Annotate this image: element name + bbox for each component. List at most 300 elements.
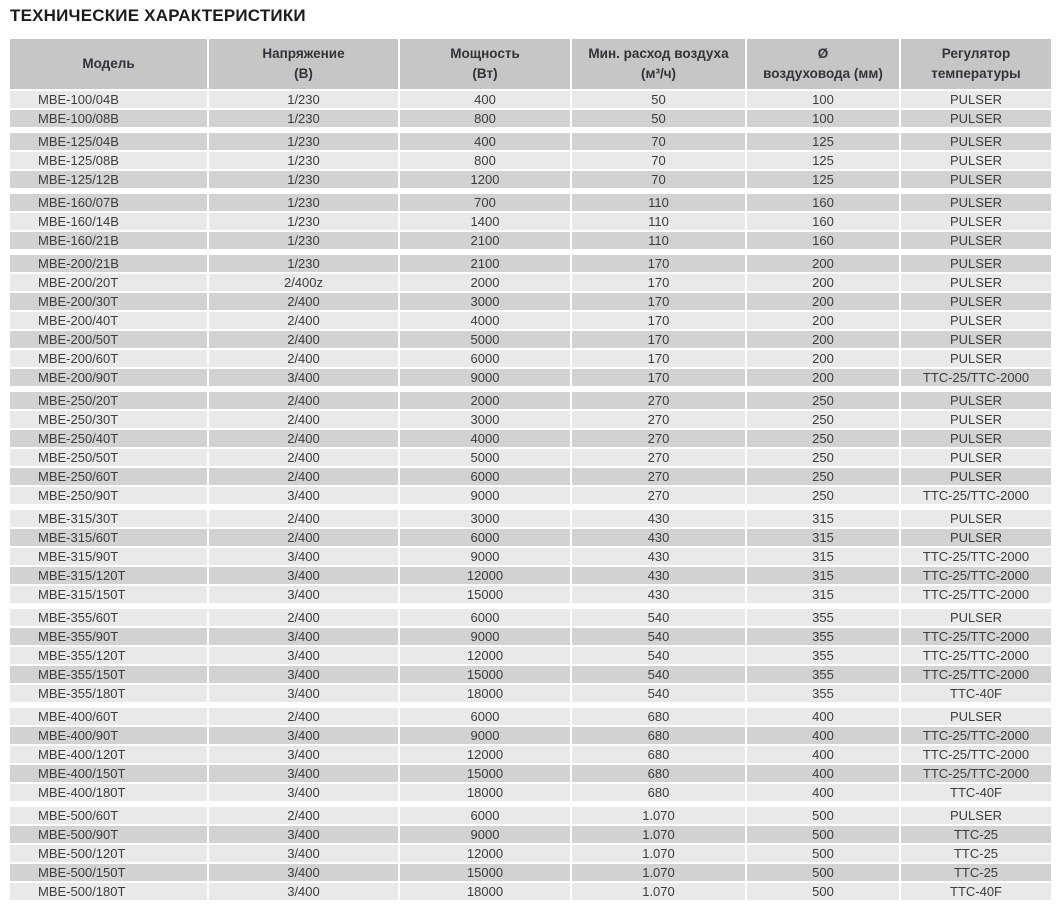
airflow-cell: 170 (572, 274, 747, 293)
model-cell: MBE-500/150T (10, 864, 209, 883)
power-cell: 15000 (400, 586, 572, 605)
model-cell: MBE-250/50T (10, 449, 209, 468)
airflow-cell: 430 (572, 567, 747, 586)
model-cell: MBE-200/30T (10, 293, 209, 312)
voltage-cell: 1/230 (209, 232, 400, 251)
voltage-cell: 1/230 (209, 213, 400, 232)
header-regulator (901, 39, 1051, 91)
airflow-cell: 1.070 (572, 864, 747, 883)
airflow-cell: 270 (572, 430, 747, 449)
voltage-cell: 3/400 (209, 548, 400, 567)
power-cell: 12000 (400, 845, 572, 864)
regulator-cell: PULSER (901, 449, 1051, 468)
airflow-cell: 1.070 (572, 845, 747, 864)
voltage-cell: 3/400 (209, 369, 400, 388)
model-cell: MBE-400/120T (10, 746, 209, 765)
diameter-cell: 315 (747, 586, 901, 605)
model-cell: MBE-250/20T (10, 392, 209, 411)
diameter-cell: 400 (747, 784, 901, 803)
model-cell: MBE-200/20T (10, 274, 209, 293)
table-row (10, 232, 1051, 251)
header-voltage-unit: (В) (294, 66, 313, 81)
model-cell: MBE-315/90T (10, 548, 209, 567)
diameter-cell: 125 (747, 133, 901, 152)
header-power (400, 39, 572, 91)
power-cell: 12000 (400, 567, 572, 586)
model-cell: MBE-200/60T (10, 350, 209, 369)
diameter-cell: 160 (747, 232, 901, 251)
power-cell: 800 (400, 152, 572, 171)
table-row (10, 274, 1051, 293)
airflow-cell: 170 (572, 255, 747, 274)
table-row (10, 171, 1051, 190)
model-cell: MBE-500/120T (10, 845, 209, 864)
table-row (10, 864, 1051, 883)
table-row (10, 883, 1051, 902)
power-cell: 6000 (400, 807, 572, 826)
airflow-cell: 170 (572, 312, 747, 331)
power-cell: 6000 (400, 609, 572, 628)
header-power-label: Мощность (450, 46, 520, 61)
airflow-cell: 50 (572, 110, 747, 129)
voltage-cell: 3/400 (209, 685, 400, 704)
diameter-cell: 250 (747, 468, 901, 487)
table-row (10, 331, 1051, 350)
diameter-cell: 355 (747, 609, 901, 628)
regulator-cell: PULSER (901, 609, 1051, 628)
airflow-cell: 70 (572, 171, 747, 190)
regulator-cell: TTC-25/TTC-2000 (901, 369, 1051, 388)
header-diameter-unit: воздуховода (мм) (763, 66, 883, 81)
regulator-cell: PULSER (901, 708, 1051, 727)
model-cell: MBE-250/30T (10, 411, 209, 430)
table-row (10, 312, 1051, 331)
voltage-cell: 3/400 (209, 883, 400, 902)
header-airflow (572, 39, 747, 91)
voltage-cell: 3/400 (209, 647, 400, 666)
voltage-cell: 3/400 (209, 727, 400, 746)
model-cell: MBE-100/08B (10, 110, 209, 129)
table-row (10, 110, 1051, 129)
diameter-cell: 160 (747, 194, 901, 213)
airflow-cell: 430 (572, 529, 747, 548)
voltage-cell: 2/400 (209, 430, 400, 449)
power-cell: 2000 (400, 274, 572, 293)
model-cell: MBE-200/90T (10, 369, 209, 388)
diameter-cell: 125 (747, 152, 901, 171)
model-cell: MBE-250/40T (10, 430, 209, 449)
table-row (10, 845, 1051, 864)
table-row (10, 510, 1051, 529)
table-row (10, 685, 1051, 704)
model-cell: MBE-400/150T (10, 765, 209, 784)
airflow-cell: 110 (572, 213, 747, 232)
power-cell: 800 (400, 110, 572, 129)
diameter-cell: 200 (747, 274, 901, 293)
table-row (10, 807, 1051, 826)
model-cell: MBE-315/30T (10, 510, 209, 529)
airflow-cell: 540 (572, 666, 747, 685)
model-cell: MBE-500/60T (10, 807, 209, 826)
regulator-cell: PULSER (901, 274, 1051, 293)
power-cell: 18000 (400, 685, 572, 704)
power-cell: 18000 (400, 784, 572, 803)
power-cell: 5000 (400, 331, 572, 350)
diameter-cell: 200 (747, 369, 901, 388)
table-row (10, 826, 1051, 845)
voltage-cell: 2/400 (209, 392, 400, 411)
voltage-cell: 2/400 (209, 708, 400, 727)
airflow-cell: 680 (572, 746, 747, 765)
voltage-cell: 2/400 (209, 331, 400, 350)
diameter-cell: 500 (747, 826, 901, 845)
diameter-cell: 200 (747, 293, 901, 312)
power-cell: 5000 (400, 449, 572, 468)
power-cell: 6000 (400, 708, 572, 727)
model-cell: MBE-400/180T (10, 784, 209, 803)
airflow-cell: 1.070 (572, 826, 747, 845)
power-cell: 3000 (400, 411, 572, 430)
diameter-cell: 200 (747, 331, 901, 350)
airflow-cell: 270 (572, 411, 747, 430)
airflow-cell: 270 (572, 449, 747, 468)
regulator-cell: TTC-25/TTC-2000 (901, 727, 1051, 746)
regulator-cell: TTC-25/TTC-2000 (901, 628, 1051, 647)
diameter-cell: 315 (747, 548, 901, 567)
voltage-cell: 3/400 (209, 784, 400, 803)
voltage-cell: 2/400 (209, 411, 400, 430)
diameter-cell: 500 (747, 883, 901, 902)
diameter-cell: 200 (747, 350, 901, 369)
voltage-cell: 2/400 (209, 312, 400, 331)
table-row (10, 727, 1051, 746)
airflow-cell: 170 (572, 293, 747, 312)
voltage-cell: 1/230 (209, 110, 400, 129)
table-row (10, 133, 1051, 152)
power-cell: 3000 (400, 510, 572, 529)
regulator-cell: TTC-40F (901, 883, 1051, 902)
table-row (10, 430, 1051, 449)
table-row (10, 411, 1051, 430)
model-cell: MBE-400/90T (10, 727, 209, 746)
airflow-cell: 70 (572, 152, 747, 171)
model-cell: MBE-500/180T (10, 883, 209, 902)
power-cell: 6000 (400, 468, 572, 487)
table-row (10, 628, 1051, 647)
diameter-cell: 400 (747, 765, 901, 784)
regulator-cell: TTC-25/TTC-2000 (901, 586, 1051, 605)
voltage-cell: 3/400 (209, 864, 400, 883)
diameter-cell: 355 (747, 628, 901, 647)
airflow-cell: 170 (572, 369, 747, 388)
table-row (10, 255, 1051, 274)
diameter-cell: 200 (747, 312, 901, 331)
table-row (10, 647, 1051, 666)
table-row (10, 765, 1051, 784)
power-cell: 1400 (400, 213, 572, 232)
table-row (10, 468, 1051, 487)
regulator-cell: PULSER (901, 171, 1051, 190)
voltage-cell: 2/400z (209, 274, 400, 293)
power-cell: 12000 (400, 746, 572, 765)
model-cell: MBE-160/07B (10, 194, 209, 213)
diameter-cell: 500 (747, 864, 901, 883)
regulator-cell: PULSER (901, 468, 1051, 487)
header-row (10, 39, 1051, 91)
model-cell: MBE-355/180T (10, 685, 209, 704)
power-cell: 9000 (400, 487, 572, 506)
voltage-cell: 2/400 (209, 510, 400, 529)
voltage-cell: 1/230 (209, 152, 400, 171)
table-row (10, 487, 1051, 506)
model-cell: MBE-400/60T (10, 708, 209, 727)
regulator-cell: TTC-25/TTC-2000 (901, 487, 1051, 506)
diameter-cell: 200 (747, 255, 901, 274)
airflow-cell: 540 (572, 647, 747, 666)
header-regulator-label: Регулятор (941, 46, 1011, 61)
regulator-cell: PULSER (901, 232, 1051, 251)
model-cell: MBE-100/04B (10, 91, 209, 110)
power-cell: 1200 (400, 171, 572, 190)
table-row (10, 708, 1051, 727)
header-regulator-label2: температуры (931, 66, 1021, 81)
regulator-cell: PULSER (901, 255, 1051, 274)
model-cell: MBE-315/150T (10, 586, 209, 605)
table-row (10, 293, 1051, 312)
model-cell: MBE-125/08B (10, 152, 209, 171)
regulator-cell: TTC-40F (901, 784, 1051, 803)
power-cell: 400 (400, 91, 572, 110)
regulator-cell: PULSER (901, 110, 1051, 129)
diameter-cell: 160 (747, 213, 901, 232)
power-cell: 15000 (400, 864, 572, 883)
diameter-cell: 355 (747, 685, 901, 704)
table-row (10, 213, 1051, 232)
regulator-cell: PULSER (901, 392, 1051, 411)
model-cell: MBE-250/60T (10, 468, 209, 487)
airflow-cell: 270 (572, 392, 747, 411)
regulator-cell: TTC-25/TTC-2000 (901, 647, 1051, 666)
diameter-cell: 400 (747, 708, 901, 727)
model-cell: MBE-250/90T (10, 487, 209, 506)
model-cell: MBE-125/12B (10, 171, 209, 190)
regulator-cell: PULSER (901, 133, 1051, 152)
regulator-cell: PULSER (901, 152, 1051, 171)
header-airflow-unit: (м³/ч) (640, 66, 677, 81)
diameter-cell: 100 (747, 110, 901, 129)
model-cell: MBE-500/90T (10, 826, 209, 845)
voltage-cell: 2/400 (209, 529, 400, 548)
voltage-cell: 1/230 (209, 255, 400, 274)
regulator-cell: TTC-25/TTC-2000 (901, 567, 1051, 586)
header-model (10, 39, 209, 91)
regulator-cell: PULSER (901, 331, 1051, 350)
regulator-cell: TTC-25/TTC-2000 (901, 666, 1051, 685)
voltage-cell: 3/400 (209, 746, 400, 765)
airflow-cell: 110 (572, 194, 747, 213)
diameter-cell: 355 (747, 647, 901, 666)
airflow-cell: 540 (572, 609, 747, 628)
diameter-cell: 100 (747, 91, 901, 110)
voltage-cell: 2/400 (209, 449, 400, 468)
airflow-cell: 110 (572, 232, 747, 251)
regulator-cell: PULSER (901, 213, 1051, 232)
power-cell: 4000 (400, 430, 572, 449)
airflow-cell: 1.070 (572, 883, 747, 902)
airflow-cell: 1.070 (572, 807, 747, 826)
airflow-cell: 430 (572, 548, 747, 567)
diameter-cell: 315 (747, 510, 901, 529)
airflow-cell: 540 (572, 628, 747, 647)
table-row (10, 746, 1051, 765)
regulator-cell: PULSER (901, 411, 1051, 430)
table-row (10, 609, 1051, 628)
airflow-cell: 270 (572, 468, 747, 487)
power-cell: 9000 (400, 628, 572, 647)
diameter-cell: 500 (747, 845, 901, 864)
table-row (10, 91, 1051, 110)
diameter-cell: 125 (747, 171, 901, 190)
table-row (10, 392, 1051, 411)
airflow-cell: 680 (572, 765, 747, 784)
model-cell: MBE-200/21B (10, 255, 209, 274)
model-cell: MBE-355/90T (10, 628, 209, 647)
regulator-cell: PULSER (901, 91, 1051, 110)
voltage-cell: 2/400 (209, 468, 400, 487)
regulator-cell: TTC-25/TTC-2000 (901, 765, 1051, 784)
header-airflow-label: Мин. расход воздуха (588, 46, 729, 61)
spec-table (10, 39, 1051, 902)
regulator-cell: PULSER (901, 430, 1051, 449)
header-voltage (209, 39, 400, 91)
model-cell: MBE-200/40T (10, 312, 209, 331)
regulator-cell: PULSER (901, 293, 1051, 312)
regulator-cell: PULSER (901, 510, 1051, 529)
table-row (10, 194, 1051, 213)
airflow-cell: 270 (572, 487, 747, 506)
table-row (10, 548, 1051, 567)
header-power-unit: (Вт) (472, 66, 498, 81)
diameter-cell: 400 (747, 727, 901, 746)
voltage-cell: 1/230 (209, 194, 400, 213)
model-cell: MBE-355/150T (10, 666, 209, 685)
voltage-cell: 3/400 (209, 765, 400, 784)
voltage-cell: 1/230 (209, 91, 400, 110)
voltage-cell: 2/400 (209, 807, 400, 826)
power-cell: 3000 (400, 293, 572, 312)
regulator-cell: TTC-25/TTC-2000 (901, 746, 1051, 765)
power-cell: 2100 (400, 255, 572, 274)
table-row (10, 666, 1051, 685)
regulator-cell: PULSER (901, 194, 1051, 213)
model-cell: MBE-160/21B (10, 232, 209, 251)
airflow-cell: 430 (572, 586, 747, 605)
power-cell: 6000 (400, 529, 572, 548)
diameter-cell: 250 (747, 392, 901, 411)
regulator-cell: PULSER (901, 807, 1051, 826)
table-row (10, 567, 1051, 586)
table-row (10, 152, 1051, 171)
power-cell: 700 (400, 194, 572, 213)
voltage-cell: 2/400 (209, 293, 400, 312)
diameter-cell: 400 (747, 746, 901, 765)
voltage-cell: 2/400 (209, 609, 400, 628)
regulator-cell: TTC-25/TTC-2000 (901, 548, 1051, 567)
airflow-cell: 540 (572, 685, 747, 704)
model-cell: MBE-355/60T (10, 609, 209, 628)
power-cell: 18000 (400, 883, 572, 902)
diameter-cell: 355 (747, 666, 901, 685)
table-row (10, 529, 1051, 548)
table-row (10, 586, 1051, 605)
power-cell: 6000 (400, 350, 572, 369)
diameter-cell: 250 (747, 487, 901, 506)
header-diameter (747, 39, 901, 91)
airflow-cell: 680 (572, 708, 747, 727)
airflow-cell: 170 (572, 331, 747, 350)
table-row (10, 784, 1051, 803)
power-cell: 9000 (400, 369, 572, 388)
header-model-label: Модель (82, 56, 135, 71)
airflow-cell: 680 (572, 727, 747, 746)
diameter-cell: 500 (747, 807, 901, 826)
voltage-cell: 3/400 (209, 487, 400, 506)
airflow-cell: 680 (572, 784, 747, 803)
table-row (10, 369, 1051, 388)
table-body (10, 91, 1051, 902)
power-cell: 400 (400, 133, 572, 152)
model-cell: MBE-315/120T (10, 567, 209, 586)
power-cell: 9000 (400, 727, 572, 746)
regulator-cell: PULSER (901, 312, 1051, 331)
voltage-cell: 3/400 (209, 628, 400, 647)
voltage-cell: 2/400 (209, 350, 400, 369)
regulator-cell: PULSER (901, 350, 1051, 369)
voltage-cell: 1/230 (209, 133, 400, 152)
model-cell: MBE-315/60T (10, 529, 209, 548)
model-cell: MBE-160/14B (10, 213, 209, 232)
airflow-cell: 70 (572, 133, 747, 152)
power-cell: 9000 (400, 826, 572, 845)
airflow-cell: 50 (572, 91, 747, 110)
diameter-cell: 315 (747, 529, 901, 548)
airflow-cell: 170 (572, 350, 747, 369)
table-row (10, 350, 1051, 369)
regulator-cell: TTC-25 (901, 826, 1051, 845)
table-row (10, 449, 1051, 468)
power-cell: 12000 (400, 647, 572, 666)
regulator-cell: TTC-40F (901, 685, 1051, 704)
voltage-cell: 1/230 (209, 171, 400, 190)
voltage-cell: 3/400 (209, 826, 400, 845)
model-cell: MBE-355/120T (10, 647, 209, 666)
power-cell: 15000 (400, 666, 572, 685)
diameter-cell: 250 (747, 411, 901, 430)
airflow-cell: 430 (572, 510, 747, 529)
voltage-cell: 3/400 (209, 845, 400, 864)
diameter-cell: 250 (747, 430, 901, 449)
page-title: ТЕХНИЧЕСКИЕ ХАРАКТЕРИСТИКИ (10, 6, 306, 25)
header-diameter-symbol: Ø (817, 46, 829, 61)
model-cell: MBE-200/50T (10, 331, 209, 350)
power-cell: 9000 (400, 548, 572, 567)
power-cell: 2100 (400, 232, 572, 251)
table-header (10, 39, 1051, 91)
power-cell: 4000 (400, 312, 572, 331)
voltage-cell: 3/400 (209, 567, 400, 586)
regulator-cell: PULSER (901, 529, 1051, 548)
regulator-cell: TTC-25 (901, 864, 1051, 883)
